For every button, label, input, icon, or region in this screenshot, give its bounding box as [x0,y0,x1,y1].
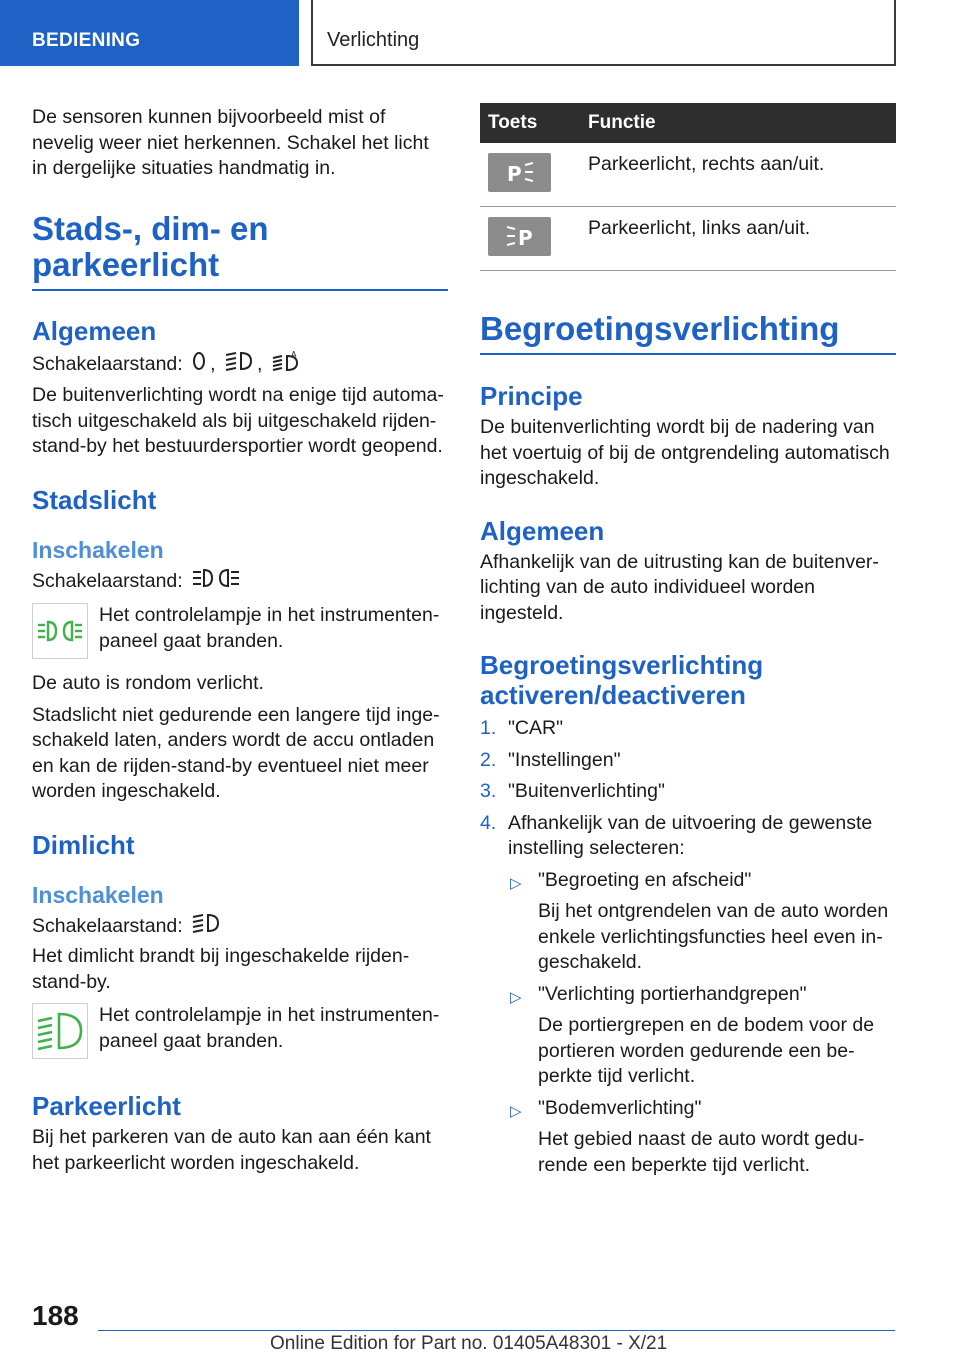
footer-divider [98,1330,895,1331]
heading-principe: Principe [480,381,583,411]
table-cell-function: Parkeerlicht, links aan/uit. [580,207,896,271]
section-tab [0,0,299,66]
dimlicht-p1: Het dimlicht brandt bij ingeschakelde rijden-stand-by. [32,945,410,993]
list-item [480,716,896,742]
left-column [32,100,448,1176]
parking-light-left-icon[interactable] [488,217,551,256]
heading-algemeen: Algemeen [32,315,157,346]
page-number: 188 [32,1300,79,1331]
section-heading-begroeting: Begroetingsverlichting [480,311,896,355]
list-item [508,868,896,976]
right-column [480,103,896,1184]
principe-text: De buitenverlichting wordt bij de nadering van het voertuig of bij de ontgrendeling automatisch ingeschakeld. [480,416,890,489]
switch-off-icon [192,351,206,379]
list-item [480,748,896,774]
indicator-text: Het controlelampje in het instrumentenpaneel gaat branden. [99,1004,440,1052]
steps-list [480,716,896,1178]
stadslicht-p2: Stadslicht niet gedurende een langere tijd ingeschakeld laten, anders wordt de accu ontladen en kan de rijden-stand-by eventueel niet meer worden ingeschakeld. [32,703,440,802]
switch-label: Schakelaarstand: [32,569,183,592]
step-text: "Buitenverlichting" [508,780,665,802]
svg-text:A: A [290,349,297,359]
switch-position-line [32,913,448,941]
step-text: Afhankelijk van de uitvoering de gewenste instelling selecteren: [508,811,873,859]
list-item [480,779,896,805]
switch-position-line [32,568,448,596]
intro-text: De sensoren kunnen bijvoorbeeld mist of nevelig weer niet herkennen. Schakel het licht in dergelijke situaties handmatig in. [32,106,429,179]
svg-text:P: P [506,161,522,185]
subheading-inschakelen: Inschakelen [32,881,164,908]
auto-light-icon [272,350,300,380]
heading-algemeen: Algemeen [480,515,605,546]
indicator-row [32,603,448,659]
algemeen-text: Afhankelijk van de uitrusting kan de buitenverlichting van de auto individueel worden ingesteld. [480,550,879,624]
option-desc: Bij het ontgrendelen van de auto worden enkele verlichtingsfuncties heel even ingeschakeld. [538,900,889,973]
parking-light-indicator-icon [32,603,88,659]
low-beam-icon [192,913,220,941]
heading-dimlicht: Dimlicht [32,829,135,860]
options-list [508,868,896,1179]
indicator-text: Het controlelampje in het instrumentenpaneel gaat branden. [99,604,440,652]
table-cell-key [480,143,580,207]
separator: , [210,352,216,375]
list-item [480,811,896,1179]
triangle-bullet-icon: ▷ [510,988,522,1006]
table-row [480,143,896,207]
table-cell-key [480,207,580,271]
switch-label: Schakelaarstand: [32,914,183,937]
list-item [508,982,896,1090]
section-heading-stads: Stads-, dim- en parkeerlicht [32,211,448,291]
table-row [480,207,896,271]
edition-note: Online Edition for Part no. 01405A48301 - X/21 [270,1333,668,1354]
step-number: 4. [480,811,497,834]
indicator-row [32,1003,448,1059]
heading-parkeerlicht: Parkeerlicht [32,1091,181,1121]
option-label: "Verlichting portierhandgrepen" [538,982,807,1005]
key-function-table [480,103,896,271]
stadslicht-p1: De auto is rondom verlicht. [32,672,264,694]
table-cell-function: Parkeerlicht, rechts aan/uit. [580,143,896,207]
option-label: "Bodemverlichting" [538,1096,702,1119]
option-desc: Het gebied naast de auto wordt gedurende een beperkte tijd verlicht. [538,1128,865,1176]
parking-light-icon [192,568,240,596]
table-header-function: Functie [580,103,896,143]
low-beam-indicator-icon [32,1003,88,1059]
switch-label: Schakelaarstand: [32,352,183,375]
low-beam-icon [225,351,253,379]
chapter-tab [311,0,896,66]
chapter-title: Verlichting [327,29,420,51]
heading-activeren: Begroetingsverlichting activeren/deactiveren [480,650,764,710]
algemeen-text: De buitenverlichting wordt na enige tijd automatisch uitgeschakeld als bij uitgeschakeld rijden-stand-by het bestuurdersportier wordt geopend. [32,384,444,457]
step-text: "Instellingen" [508,748,621,771]
parking-light-right-icon[interactable] [488,153,551,192]
subheading-inschakelen: Inschakelen [32,536,164,563]
list-item [508,1096,896,1179]
step-number: 1. [480,717,497,739]
parkeerlicht-p1: Bij het parkeren van de auto kan aan één kant het parkeerlicht worden ingeschakeld. [32,1126,431,1174]
switch-position-line [32,350,448,380]
triangle-bullet-icon: ▷ [510,1102,522,1120]
triangle-bullet-icon: ▷ [510,874,522,892]
option-desc: De portiergrepen en de bodem voor de portieren worden gedurende een beperkte tijd verlicht. [538,1014,875,1087]
step-number: 3. [480,780,497,802]
option-label: "Begroeting en afscheid" [538,868,752,891]
svg-text:P: P [517,225,533,249]
separator: , [256,352,263,375]
step-text: "CAR" [508,717,564,739]
step-number: 2. [480,748,497,771]
table-header-key: Toets [480,103,580,143]
heading-stadslicht: Stadslicht [32,484,157,515]
section-title: BEDIENING [32,30,141,51]
